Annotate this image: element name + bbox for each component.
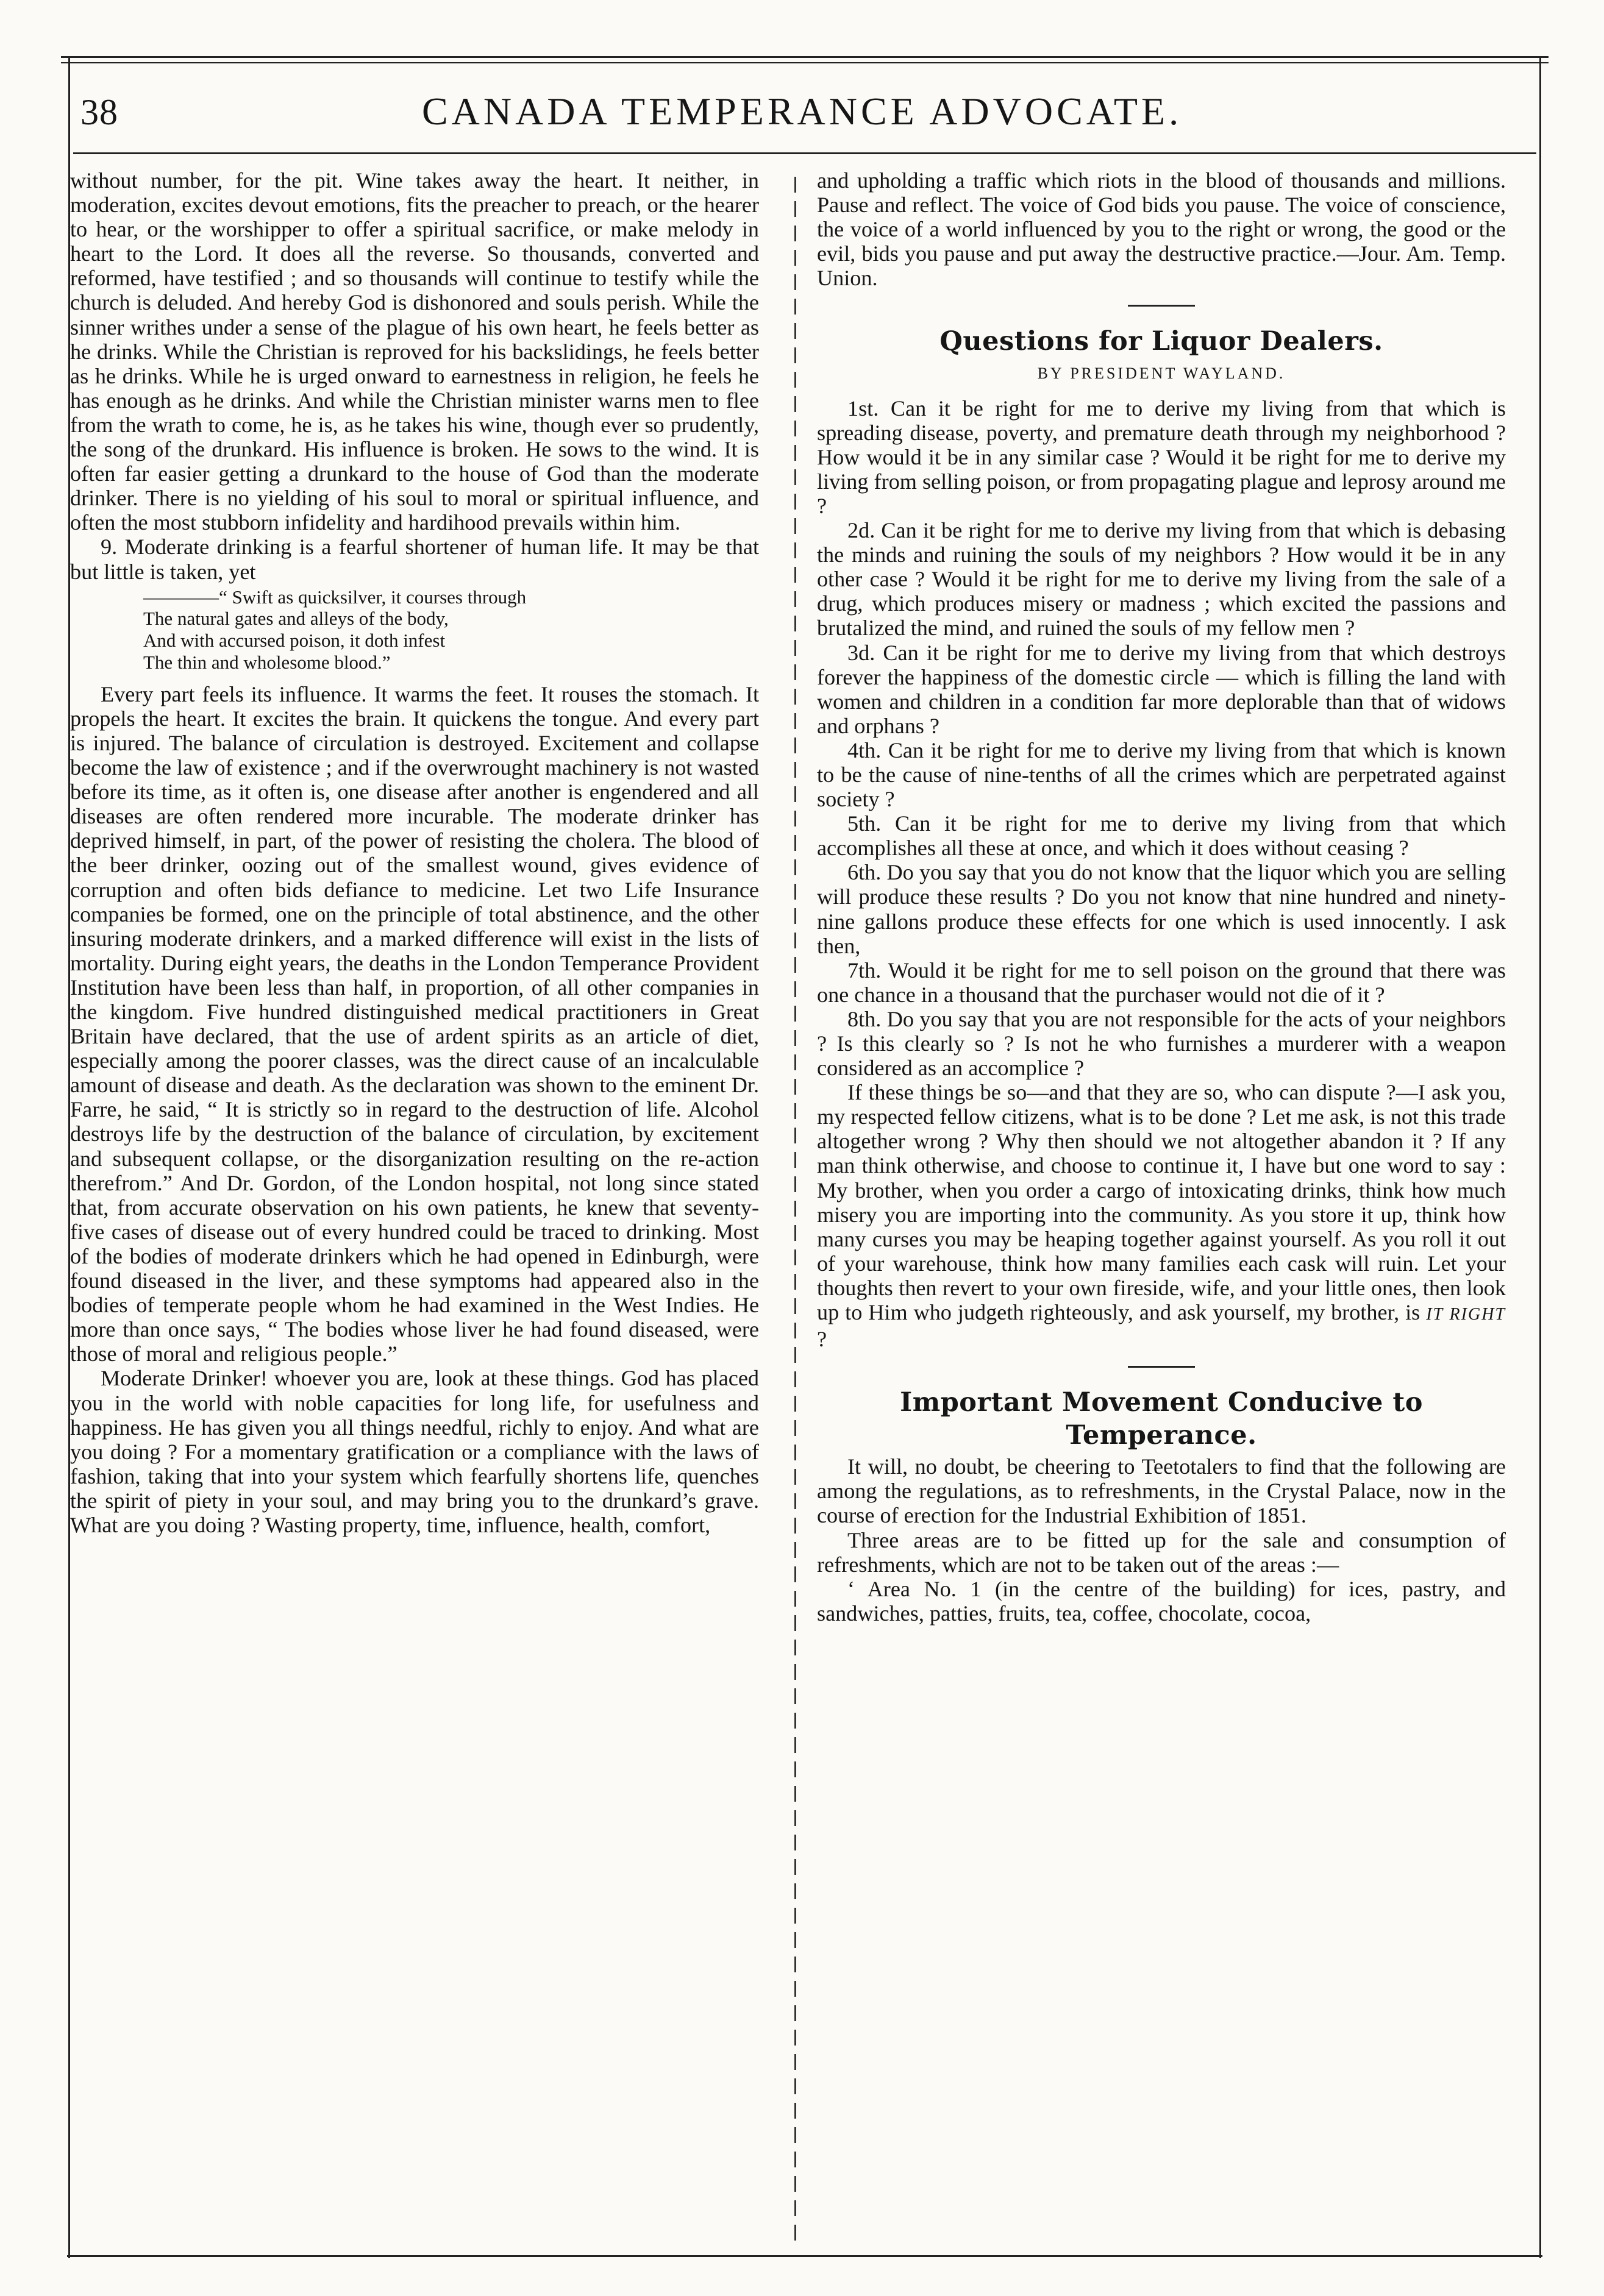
question-item: 1st. Can it be right for me to derive my living from that which is spreading disease, poverty, and premature death through my neighborhood ? How would it be in any similar case ? Would it be right for me to derive my living from selling poison, or from propagating plague and leprosy around me ? [817, 396, 1506, 518]
column-divider [794, 177, 796, 2243]
paragraph: Three areas are to be fitted up for the sale and consumption of refreshments, which are not to be taken out of the areas :— [817, 1527, 1506, 1577]
paragraph: It will, no doubt, be cheering to Teetotalers to find that the following are among the regulations, as to refreshments, in the Crystal Palace, now in the course of erection for the Industrial Exhibition of 1851. [817, 1454, 1506, 1528]
verse-line: ————“ Swift as quicksilver, it courses through [143, 586, 527, 608]
question-item: 3d. Can it be right for me to derive my living from that which destroys forever the happiness of the domestic circle — which is filling the land with women and children in a condition far more deplorable than that of widows and orphans ? [817, 640, 1506, 738]
paragraph: ‘ Area No. 1 (in the centre of the building) for ices, pastry, and sandwiches, patties, fruits, tea, coffee, chocolate, cocoa, [817, 1576, 1506, 1626]
question-item: 7th. Would it be right for me to sell poison on the ground that there was one chance in a thousand that the purchaser would not die of it ? [817, 958, 1506, 1007]
top-rule-thin [61, 62, 1549, 63]
section-separator [1128, 1366, 1195, 1368]
question-item: 8th. Do you say that you are not responsible for the acts of your neighbors ? Is this clearly so ? Is not he who furnishes a murderer with a weapon considered as an accomplice ? [817, 1006, 1506, 1081]
paragraph: Moderate Drinker! whoever you are, look at these things. God has placed you in the world with noble capacities for long life, for usefulness and happiness. He has given you all things needful, richly to enjoy. And what are you doing ? For a momentary gratification or a compliance with the laws of fashion, taking that into your system which fearfully shortens life, quenches the spirit of piety in your soul, and may bring you to the drunkard’s grave. What are you doing ? Wasting property, time, influence, health, comfort, [70, 1366, 759, 1537]
left-column [70, 168, 759, 2241]
paragraph: If these things be so—and that they are so, who can dispute ?—I ask you, my respected fellow citizens, what is to be done ? Let me ask, is not this trade altogether wrong ? Why then should we not altogether abandon it ? If any man think otherwise, and choose to continue it, I have but one word to say : My brother, when you order a cargo of intoxicating drinks, think how much misery you are importing into the community. As you store it up, think how many curses you may be heaping together against yourself. As you roll it out of your warehouse, think how many families each cask will ruin. Let your thoughts then revert to your own fireside, wife, and your little ones, then look up to Him who judgeth righteously, and ask yourself, my brother, is IT RIGHT ? [817, 1080, 1506, 1352]
section-separator [1128, 305, 1195, 307]
right-column [817, 168, 1506, 2241]
paragraph: 9. Moderate drinking is a fearful shortener of human life. It may be that but little is taken, yet [70, 535, 759, 584]
question-item: 6th. Do you say that you do not know that the liquor which you are selling will produce these results ? Do you not know that nine hundred and ninety-nine gallons produce these effects for one which is used innocently. I ask then, [817, 860, 1506, 958]
header-underline [73, 152, 1536, 154]
section-byline: BY PRESIDENT WAYLAND. [1037, 364, 1286, 383]
verse-line: The thin and wholesome blood.” [143, 651, 391, 673]
verse-line: And with accursed poison, it doth infest [143, 630, 446, 652]
page-title: CANADA TEMPERANCE ADVOCATE. [421, 90, 1183, 133]
paragraph: without number, for the pit. Wine takes away the heart. It neither, in moderation, excites devout emotions, fits the preacher to preach, or the hearer to hear, or the worshipper to offer a spiritual sacrifice, or make melody in heart to the Lord. It does all the reverse. So thousands, converted and reformed, have testified ; and so thousands will continue to testify while the church is deluded. And hereby God is dishonored and souls perish. While the sinner writhes under a sense of the plague of his own heart, he feels better as he drinks. While the Christian is reproved for his backslidings, he feels better as he drinks. While he is urged onward to earnestness in religion, he feels he has enough as he drinks. And while the Christian minister warns men to flee from the wrath to come, he is, as he takes his wine, though ever so prudently, the song of the drunkard. His influence is broken. He sows to the wind. It is often far easier getting a drunkard to the house of God than the moderate drinker. There is no yielding of his soul to moral or spiritual influence, and often the most stubborn infidelity and hardihood prevails within him. [70, 168, 759, 535]
poem-quote [143, 586, 759, 674]
emphasis-text: IT RIGHT [1426, 1305, 1506, 1324]
question-item: 5th. Can it be right for me to derive my living from that which accomplishes all these at once, and which it does without ceasing ? [817, 811, 1506, 861]
verse-line: The natural gates and alleys of the body, [143, 608, 449, 630]
paragraph: Every part feels its influence. It warms the feet. It rouses the stomach. It propels the heart. It excites the brain. It quickens the tongue. And every part is injured. The balance of circulation is destroyed. Excitement and collapse become the law of existence ; and if the overwrought machinery is not wasted before its time, as it often is, one disease after another is engendered and all diseases are often rendered more incurable. The moderate drinker has deprived himself, in part, of the power of resisting the cholera. The blood of the beer drinker, oozing out of the smallest wound, gives evidence of corruption and often bids defiance to medicine. Let two Life Insurance companies be formed, one on the principle of total abstinence, and the other insuring moderate drinkers, and a marked difference will exist in the lists of mortality. During eight years, the deaths in the London Temperance Provident Institution have been less than half, in proportion, of all other companies in the kingdom. Five hundred distinguished medical practitioners in Great Britain have declared, that the use of ardent spirits as an article of diet, especially among the poorer classes, was the direct cause of an incalculable amount of disease and death. As the declaration was shown to the eminent Dr. Farre, he said, “ It is strictly so in regard to the destruction of life. Alcohol destroys life by the destruction of the balance of circulation, by excitement and subsequent collapse, or the disorganization resulting on the re-action therefrom.” And Dr. Gordon, of the London hospital, not long since stated that, from accurate observation on his own patients, he knew that seventy-five cases of disease out of every hundred could be traced to drinking. Most of the bodies of moderate drinkers which he had opened in Edinburgh, were found diseased in the liver, and these symptoms had appeared also in the bodies of temperate people whom he had examined in the West Indies. He more than once says, “ The bodies whose liver he had found diseased, were those of moral and religious people.” [70, 681, 759, 1367]
bottom-rule [67, 2255, 1542, 2257]
top-rule [61, 56, 1549, 58]
section-title: Important Movement Conducive to Temperance. [900, 1387, 1423, 1451]
page-number: 38 [80, 92, 118, 132]
right-border [1539, 58, 1541, 2258]
question-item: 4th. Can it be right for me to derive my living from that which is known to be the cause of nine-tenths of all the crimes which are perpetrated against society ? [817, 737, 1506, 812]
question-item: 2d. Can it be right for me to derive my living from that which is debasing the minds and ruining the souls of my neighbors ? How would it be in any other case ? Would it be right for me to derive my living from the sale of a drug, which produces misery or madness ; which excited the passions and brutalized the mind, and ruined the souls of my fellow men ? [817, 518, 1506, 641]
section-title: Questions for Liquor Dealers. [939, 326, 1383, 357]
paragraph-text: If these things be so—and that they are so, who can dispute ?—I ask you, my respected fellow citizens, what is to be done ? Let me ask, is not this trade altogether wrong ? Why then should we not altogether abandon it ? If any man think otherwise, and choose to continue it, I have but one word to say : My brother, when you order a cargo of intoxicating drinks, think how much misery you are importing into the community. As you store it up, think how many curses you may be heaping together against yourself. As you roll it out of your warehouse, think how many families each cask will ruin. Let your thoughts then revert to your own fireside, wife, and your little ones, then look up to Him who judgeth righteously, and ask yourself, my brother, is [817, 1080, 1506, 1325]
paragraph: and upholding a traffic which riots in the blood of thousands and millions. Pause and reflect. The voice of God bids you pause. The voice of conscience, the voice of a world influenced by you to the right or wrong, the good or the evil, bids you pause and put away the destructive practice.—Jour. Am. Temp. Union. [817, 168, 1506, 291]
